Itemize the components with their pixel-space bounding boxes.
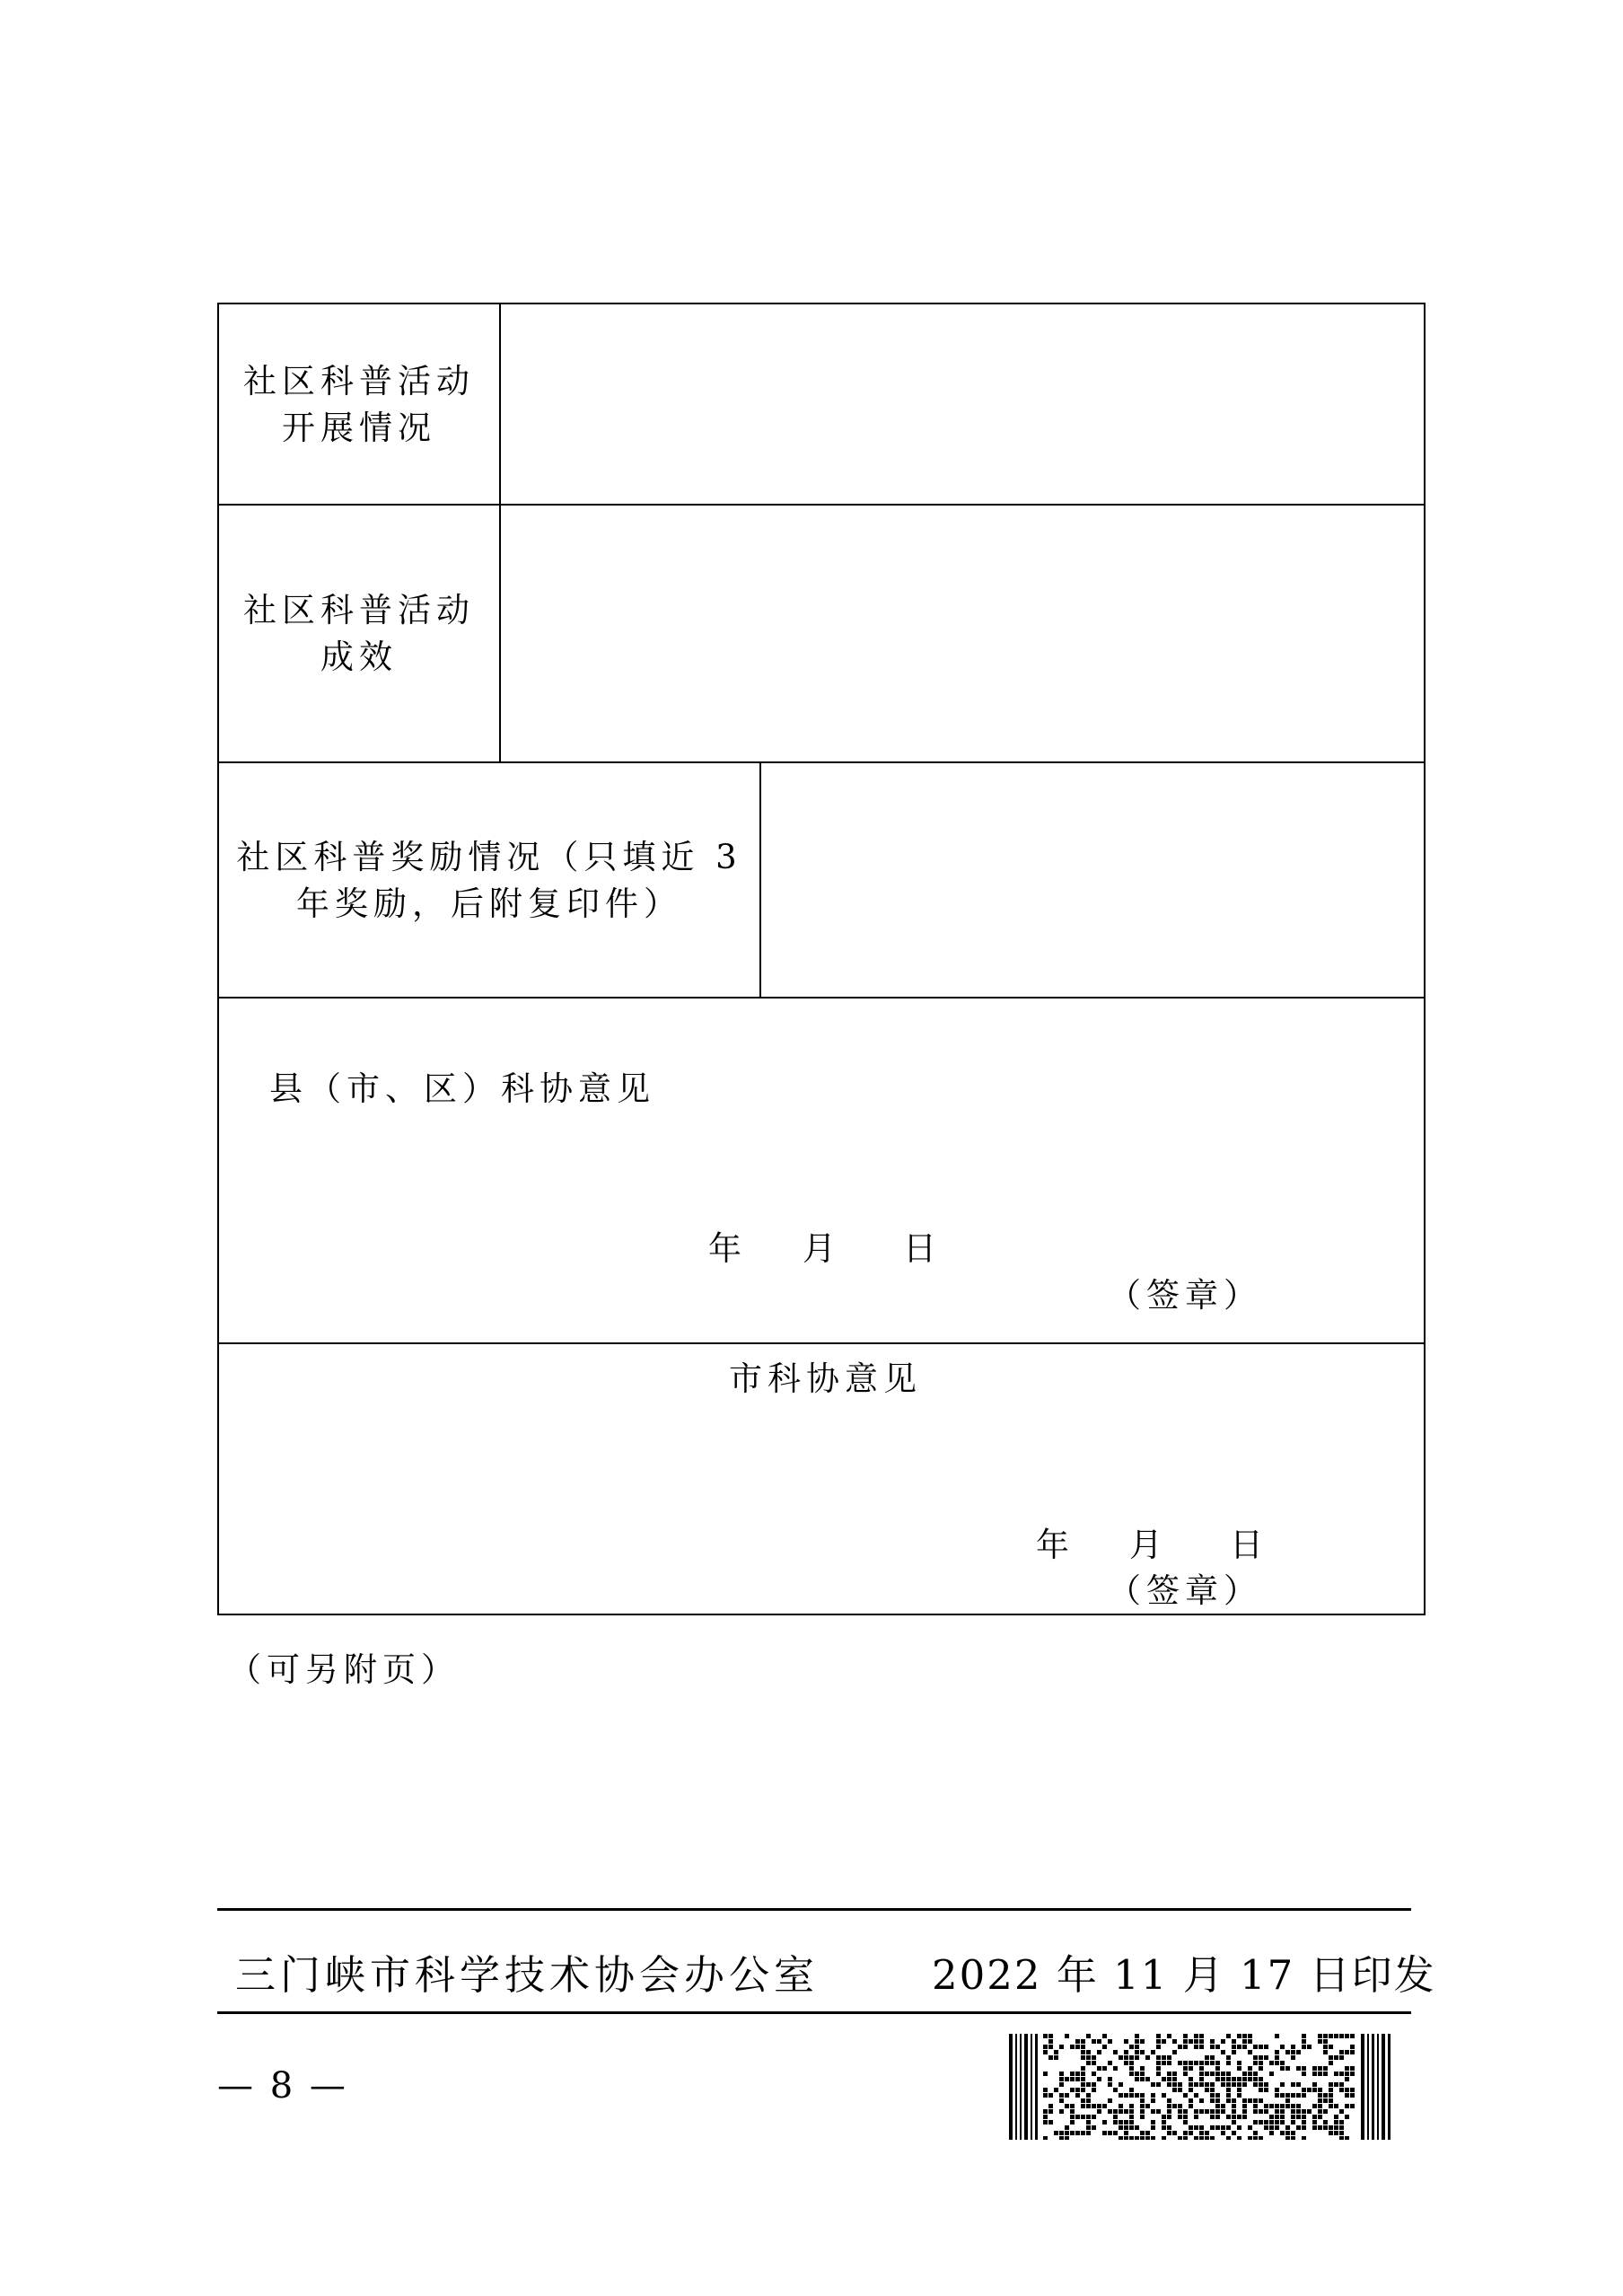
attachment-note: （可另附页）: [228, 1650, 460, 1689]
city-date-month: 月: [1129, 1526, 1168, 1564]
activity-situation-field[interactable]: [501, 304, 1426, 505]
activity-effect-label-line2: 成效: [320, 638, 398, 676]
awards-label-line1: 社区科普奖励情况（只填近 3: [236, 838, 742, 876]
activity-effect-field[interactable]: [501, 506, 1426, 762]
county-opinion-section[interactable]: [219, 998, 1426, 1343]
awards-field[interactable]: [761, 763, 1426, 998]
activity-situation-label: [219, 304, 499, 505]
city-seal-label: （签章）: [1108, 1571, 1262, 1610]
city-opinion-section[interactable]: [219, 1344, 1426, 1614]
county-date-day: 日: [903, 1229, 942, 1268]
county-opinion-title: 县（市、区）科协意见: [269, 1069, 655, 1108]
activity-effect-label: [219, 506, 499, 762]
activity-effect-label-line1: 社区科普活动: [243, 591, 475, 629]
activity-situation-label-line1: 社区科普活动: [243, 361, 475, 400]
issue-date: 2022 年 11 月 17 日印发: [932, 1951, 1436, 1999]
footer-top-rule: [217, 1908, 1411, 1911]
county-date-year: 年: [708, 1229, 747, 1268]
barcode-icon: [1009, 2034, 1393, 2140]
county-date-month: 月: [803, 1229, 841, 1268]
footer-bottom-rule: [217, 2011, 1411, 2014]
awards-label: [219, 763, 759, 998]
issuer-name: 三门峡市科学技术协会办公室: [235, 1951, 820, 1999]
application-form-table: [217, 303, 1426, 1615]
page-number: — 8 —: [217, 2065, 348, 2107]
county-seal-label: （签章）: [1108, 1276, 1262, 1315]
city-date-year: 年: [1036, 1526, 1075, 1564]
city-date-day: 日: [1230, 1526, 1268, 1564]
city-opinion-title: 市科协意见: [729, 1359, 922, 1398]
activity-situation-label-line2: 开展情况: [282, 408, 436, 447]
awards-label-line2: 年奖励，后附复印件）: [296, 884, 682, 923]
